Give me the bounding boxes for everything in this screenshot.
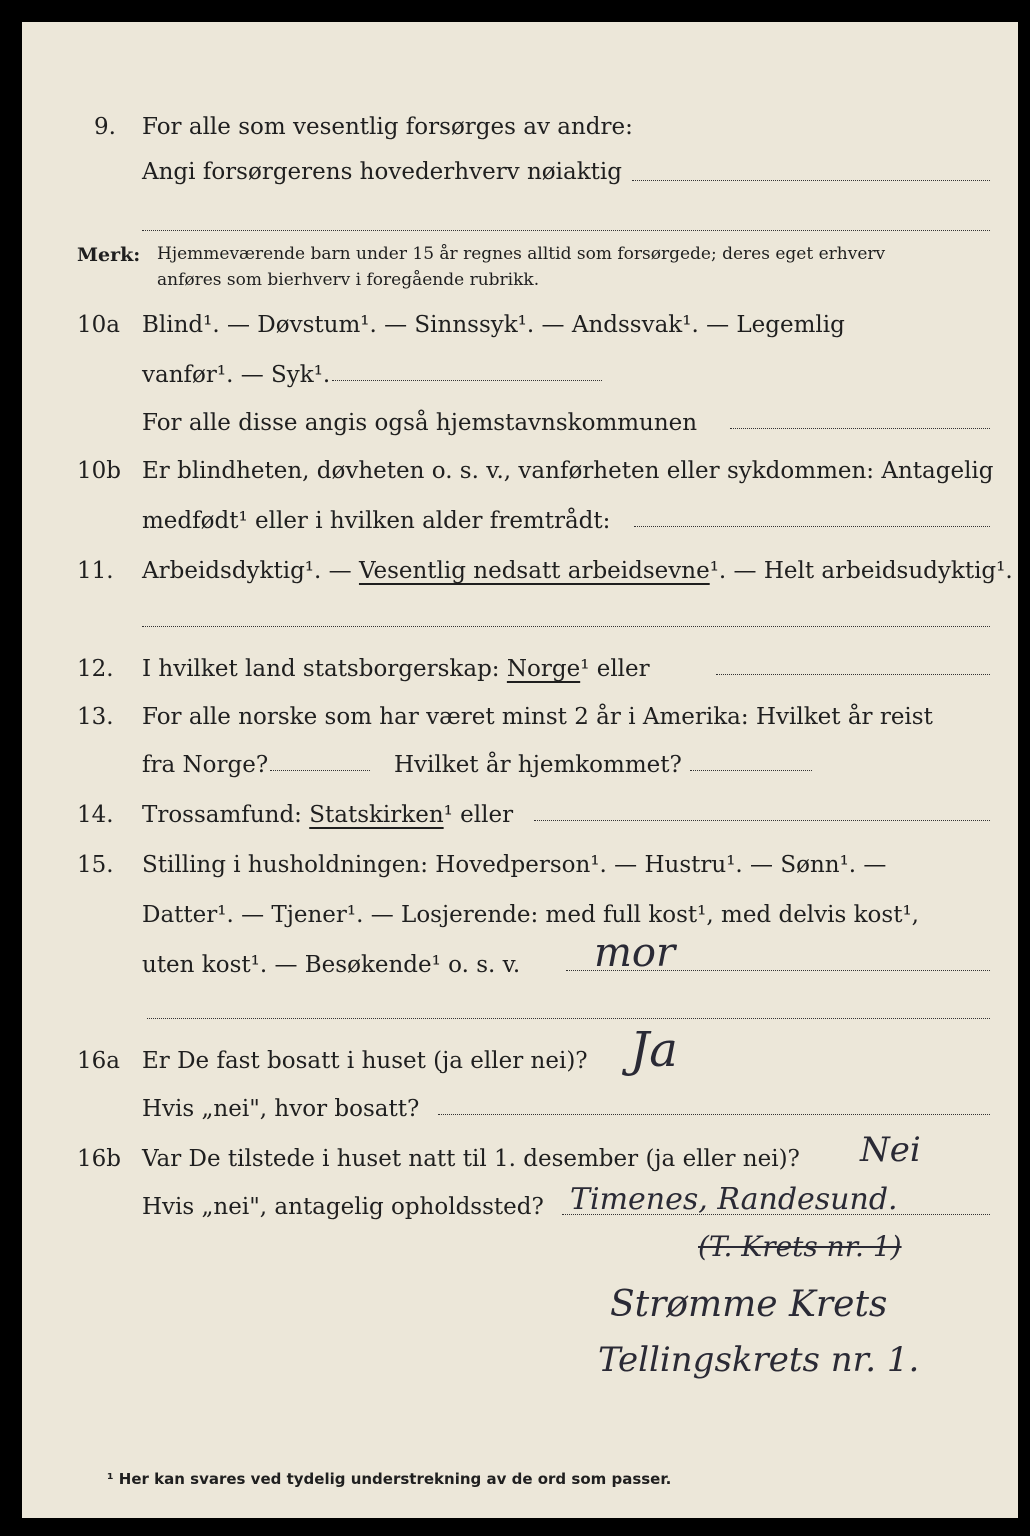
q9-number: 9. <box>94 114 116 140</box>
q10b-number: 10b <box>77 458 121 484</box>
q11-number: 11. <box>77 558 114 584</box>
q11-part1: Arbeidsdyktig¹. — <box>142 558 359 584</box>
q14-part2: ¹ eller <box>443 802 514 828</box>
q15-answer-line[interactable] <box>566 970 990 971</box>
q9-line2: Angi forsørgerens hovederhverv nøiaktig <box>142 159 622 185</box>
q13-reist-line[interactable] <box>270 770 370 771</box>
q10b-line2: medfødt¹ eller i hvilken alder fremtrådt: <box>142 508 611 534</box>
merk-label: Merk: <box>77 244 141 266</box>
q12-answer-line[interactable] <box>716 674 990 675</box>
struck-handwritten-note: (T. Krets nr. 1) <box>698 1230 902 1263</box>
merk-line1: Hjemmeværende barn under 15 år regnes alltid som forsørgede; deres eget erhverv <box>157 244 886 264</box>
q16b-number: 16b <box>77 1146 121 1172</box>
q10a-line1: Blind¹. — Døvstum¹. — Sinnssyk¹. — Andssvak¹. — Legemlig <box>142 312 845 338</box>
q16a-line1: Er De fast bosatt i huset (ja eller nei)? <box>142 1048 588 1074</box>
census-form-page <box>22 22 1018 1518</box>
q16b-handwritten-answer[interactable]: Nei <box>860 1130 921 1170</box>
q15-line1: Stilling i husholdningen: Hovedperson¹. — Hustru¹. — Sønn¹. — <box>142 852 887 878</box>
merk-line2: anføres som bierhverv i foregående rubrikk. <box>157 270 540 290</box>
q10a-hjemstavn-line[interactable] <box>730 428 990 429</box>
q15-line2: Datter¹. — Tjener¹. — Losjerende: med full kost¹, med delvis kost¹, <box>142 902 919 928</box>
q16b-line1: Var De tilstede i huset natt til 1. desember (ja eller nei)? <box>142 1146 800 1172</box>
handwritten-tellingskrets-note: Tellingskrets nr. 1. <box>598 1340 920 1380</box>
q12-number: 12. <box>77 656 114 682</box>
q13-number: 13. <box>77 704 114 730</box>
footnote: ¹ Her kan svares ved tydelig understrekning av de ord som passer. <box>107 1470 672 1488</box>
q16a-handwritten-answer[interactable]: Ja <box>630 1022 678 1078</box>
q12-underlined-answer[interactable]: Norge <box>506 656 581 682</box>
q11-underlined-answer[interactable]: Vesentlig nedsatt arbeidsevne <box>358 558 710 584</box>
handwritten-krets-note: Strømme Krets <box>610 1284 888 1325</box>
q13-hjemkommet-line[interactable] <box>690 770 812 771</box>
q12-part2: ¹ eller <box>580 656 650 682</box>
q14-underlined-answer[interactable]: Statskirken <box>309 802 444 828</box>
q16b-line2: Hvis „nei", antagelig opholdssted? <box>142 1194 544 1220</box>
q10a-answer-line[interactable] <box>332 380 602 381</box>
q14-number: 14. <box>77 802 114 828</box>
q10a-line2: vanfør¹. — Syk¹. <box>142 362 331 388</box>
q10a-number: 10a <box>77 312 120 338</box>
q16a-answer-line[interactable] <box>438 1114 990 1115</box>
q12-text <box>142 656 650 682</box>
q12-part1: I hvilket land statsborgerskap: <box>142 656 507 682</box>
q13-line1: For alle norske som har været minst 2 år i Amerika: Hvilket år reist <box>142 704 933 730</box>
q10b-line1: Er blindheten, døvheten o. s. v., vanførheten eller sykdommen: Antagelig <box>142 458 994 484</box>
q15-answer-line-2[interactable] <box>147 1018 990 1019</box>
q14-text <box>142 802 513 828</box>
q10b-answer-line[interactable] <box>634 526 990 527</box>
q9-answer-line-2[interactable] <box>142 230 990 231</box>
q11-part2: ¹. — Helt arbeidsudyktig¹. <box>709 558 1013 584</box>
q11-text <box>142 558 1013 584</box>
q9-text: For alle som vesentlig forsørges av andre: <box>142 114 633 140</box>
q14-part1: Trossamfund: <box>142 802 310 828</box>
q15-handwritten-answer[interactable]: mor <box>594 930 676 976</box>
q16b-answer-line[interactable] <box>562 1214 990 1215</box>
q15-line3: uten kost¹. — Besøkende¹ o. s. v. <box>142 952 521 978</box>
q13-line2a: fra Norge? <box>142 752 269 778</box>
q11-answer-line[interactable] <box>142 626 990 627</box>
q10a-line3: For alle disse angis også hjemstavnskommunen <box>142 410 698 436</box>
q15-number: 15. <box>77 852 114 878</box>
q14-answer-line[interactable] <box>534 820 990 821</box>
q13-line2b: Hvilket år hjemkommet? <box>394 752 682 778</box>
q16b-handwritten-residence[interactable]: Timenes, Randesund. <box>570 1182 898 1217</box>
q16a-line2: Hvis „nei", hvor bosatt? <box>142 1096 420 1122</box>
q9-answer-line[interactable] <box>632 180 990 181</box>
q16a-number: 16a <box>77 1048 120 1074</box>
